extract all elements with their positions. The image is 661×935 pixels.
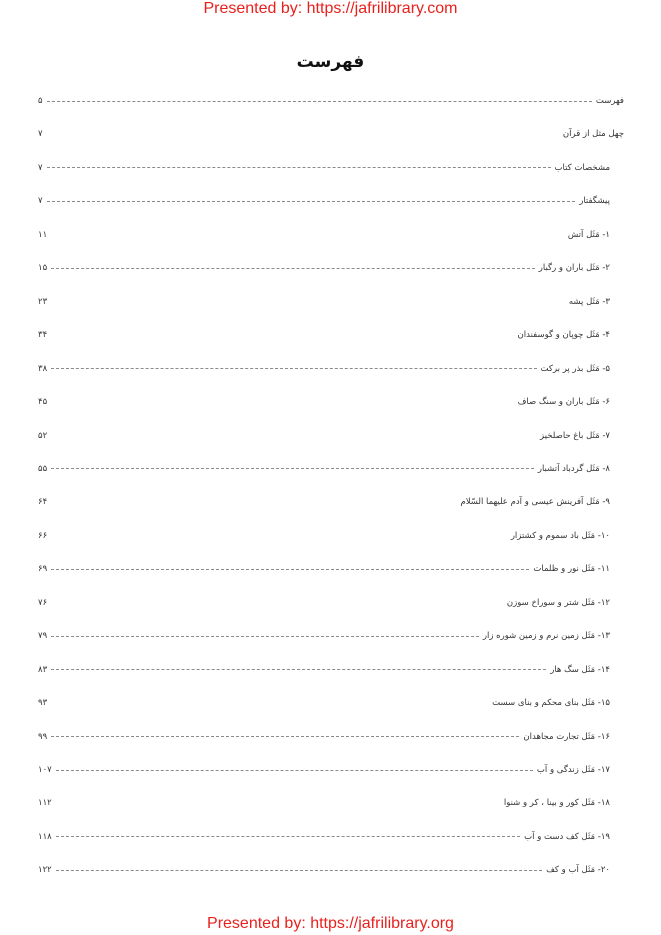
toc-entry-page-number: ۶۴ [38,497,48,508]
toc-leader-dots [51,636,479,637]
toc-entry-page-number: ۷ [38,129,43,140]
toc-entry[interactable] [38,828,624,846]
toc-entry-page-number: ۱۱ [38,229,48,240]
toc-entry-label: فهرست [595,96,624,106]
toc-entry-page-number: ۸۳ [38,664,48,675]
toc-entry[interactable] [38,226,624,244]
toc-entry-page-number: ۵۵ [38,463,48,474]
toc-entry-page-number: ۱۲۲ [38,865,52,876]
toc-entry[interactable] [38,293,624,311]
toc-entry-label: ۱۸- مَثَل کور و بینا ، کر و شنوا [503,798,610,809]
header-banner[interactable]: Presented by: https://jafrilibrary.com [203,0,458,17]
toc-entry[interactable] [38,728,624,746]
toc-entry-page-number: ۷ [38,196,43,207]
toc-entry-label: ۳- مَثَل پشه [568,296,610,307]
toc-entry-label: ۱۹- مَثَل کف دست و آب [524,831,610,842]
toc-entry-page-number: ۱۱۲ [38,798,52,809]
toc-entry-label: پیشگفتار [579,196,610,207]
toc-entry-page-number: ۶۶ [38,530,48,541]
toc-entry-page-number: ۷ [38,162,43,173]
toc-entry-label: ۹- مَثَل آفرینش عیسی و آدم علیهما السّلام [460,497,610,508]
toc-entry[interactable] [38,560,624,578]
toc-entry[interactable] [38,761,624,779]
toc-entry-page-number: ۵۲ [38,430,48,441]
toc-leader-dots [51,736,519,737]
toc-entry[interactable] [38,92,624,110]
toc-entry-label: ۱۰- مَثَل باد سموم و کشتزار [510,530,610,541]
toc-entry-label: چهل مثل از قرآن [562,129,624,140]
toc-entry[interactable] [38,493,624,511]
toc-entry-page-number: ۳۸ [38,363,48,374]
toc-entry-label: مشخصات کتاب [554,162,610,173]
toc-entry-label: ۱۶- مَثَل تجارت مجاهدان [523,731,610,742]
page-title: فهرست [296,52,365,72]
toc-entry-page-number: ۱۱۸ [38,831,52,842]
toc-entry-label: ۲۰- مَثَل آب و کف [546,865,610,876]
toc-leader-dots [47,201,576,202]
toc-entry[interactable] [38,694,624,712]
toc-entry-page-number: ۱۰۷ [38,765,52,775]
toc-leader-dots [47,167,551,168]
toc-entry-label: ۱۳- مَثَل زمین نرم و زمین شوره زار [482,631,610,642]
toc-leader-dots [51,368,536,369]
toc-entry[interactable] [38,360,624,378]
toc-entry-label: ۸- مَثَل گردباد آتشبار [537,463,610,474]
toc-entry[interactable] [38,794,624,812]
toc-entry[interactable] [38,326,624,344]
toc-entry-page-number: ۷۹ [38,631,48,642]
toc-entry-label: ۶- مَثَل باران و سنگ صاف [517,397,610,408]
toc-entry-label: ۴- مَثَل چوپان و گوسفندان [517,330,610,341]
footer-banner[interactable]: Presented by: https://jafrilibrary.org [207,915,454,932]
toc-entry-page-number: ۷۶ [38,597,48,608]
toc-entry-page-number: ۳۴ [38,330,48,341]
toc-entry[interactable] [38,861,624,879]
toc-leader-dots [51,669,546,670]
toc-entry-page-number: ۹۳ [38,698,48,709]
toc-entry-label: ۲- مَثَل باران و رگبار [538,263,610,274]
toc-entry[interactable] [38,125,624,143]
toc-leader-dots [51,569,529,570]
toc-entry[interactable] [38,427,624,445]
toc-entry-page-number: ۹۹ [38,731,48,742]
toc-entry-page-number: ۲۳ [38,296,48,307]
toc-entry[interactable] [38,527,624,545]
toc-entry-page-number: ۵ [38,96,43,106]
toc-entry[interactable] [38,594,624,612]
toc-entry-label: ۱۱- مَثَل نور و ظلمات [533,564,610,575]
toc-entry[interactable] [38,661,624,679]
toc-entry-label: ۱۵- مَثَل بنای محکم و بنای سست [492,698,610,709]
toc-leader-dots [56,836,520,837]
toc-entry-label: ۱- مَثَل آتش [567,229,610,240]
toc-entry[interactable] [38,460,624,478]
toc-entry-page-number: ۱۵ [38,263,48,274]
toc-entry-label: ۱۲- مَثَل شتر و سوراخ سوزن [506,597,610,608]
toc-entry-label: ۵- مَثَل بذر پر برکت [540,363,610,374]
toc-leader-dots [51,268,535,269]
toc-entry[interactable] [38,259,624,277]
toc-entry-page-number: ۶۹ [38,564,48,575]
toc-leader-dots [56,870,542,871]
toc-entry-label: ۱۴- مَثَل سگ هار [550,664,610,675]
toc-entry-label: ۱۷- مَثَل زندگی و آب [536,765,610,775]
toc-entry-label: ۷- مَثَل باغ حاصلخیز [540,430,610,441]
toc-leader-dots [56,770,533,771]
toc-entry[interactable] [38,627,624,645]
toc-entry-page-number: ۴۵ [38,397,48,408]
toc-entry[interactable] [38,393,624,411]
toc-entry[interactable] [38,159,624,177]
toc-leader-dots [51,468,534,469]
toc-entry[interactable] [38,192,624,210]
toc-leader-dots [47,101,592,102]
